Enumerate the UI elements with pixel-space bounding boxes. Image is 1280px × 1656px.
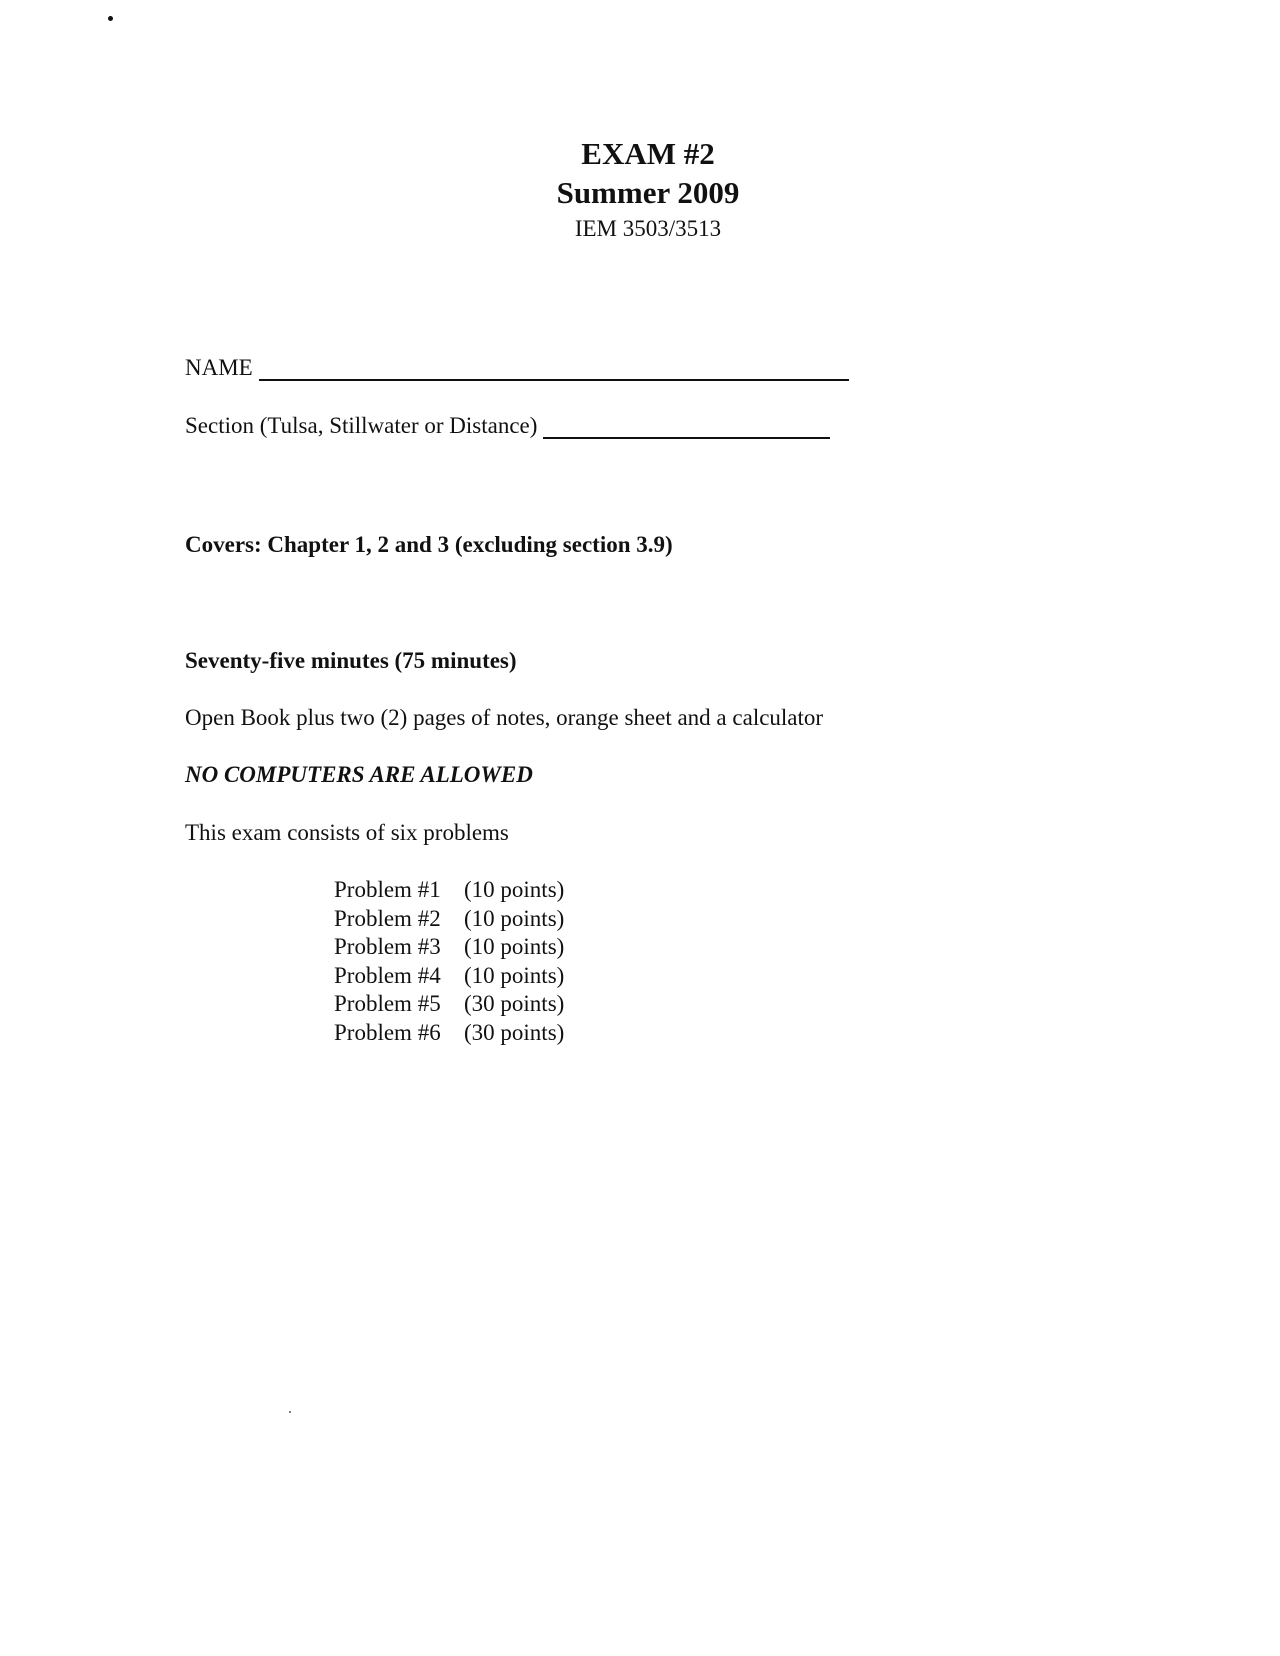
restriction-text: NO COMPUTERS ARE ALLOWED — [185, 762, 533, 787]
section-field-row — [185, 413, 830, 439]
name-blank-line — [259, 359, 849, 381]
materials-text: Open Book plus two (2) pages of notes, orange sheet and a calculator — [185, 705, 824, 730]
problem-points: (30 points) — [464, 991, 565, 1017]
scan-speck — [289, 1411, 291, 1413]
problem-row — [334, 990, 564, 1019]
problem-points: (30 points) — [464, 1019, 565, 1045]
problem-row — [334, 962, 564, 991]
exam-term: Summer 2009 — [556, 175, 740, 210]
problem-label: Problem #4 — [334, 962, 441, 988]
problem-label: Problem #3 — [334, 934, 441, 960]
problem-label: Problem #6 — [334, 1019, 441, 1045]
section-blank-line — [543, 417, 830, 439]
problem-row — [334, 933, 564, 962]
problem-label: Problem #5 — [334, 991, 441, 1017]
exam-title: EXAM #2 — [581, 136, 715, 171]
problem-points: (10 points) — [464, 905, 565, 931]
consists-text: This exam consists of six problems — [185, 820, 509, 845]
problem-points: (10 points) — [464, 962, 565, 988]
problem-points: (10 points) — [464, 877, 565, 902]
problem-list — [334, 876, 564, 1048]
course-code: IEM 3503/3513 — [574, 216, 722, 241]
section-label: Section (Tulsa, Stillwater or Distance) — [185, 413, 538, 438]
problem-label: Problem #2 — [334, 905, 441, 931]
problem-points: (10 points) — [464, 934, 565, 960]
name-label: NAME — [185, 355, 253, 380]
problem-label: Problem #1 — [334, 877, 441, 902]
problem-row — [334, 1019, 564, 1048]
name-field-row — [185, 355, 849, 381]
scan-speck — [108, 16, 113, 21]
covers-text: Covers: Chapter 1, 2 and 3 (excluding section 3.9) — [185, 532, 673, 557]
problem-row — [334, 876, 564, 905]
duration-text: Seventy-five minutes (75 minutes) — [185, 648, 517, 673]
problem-row — [334, 905, 564, 934]
